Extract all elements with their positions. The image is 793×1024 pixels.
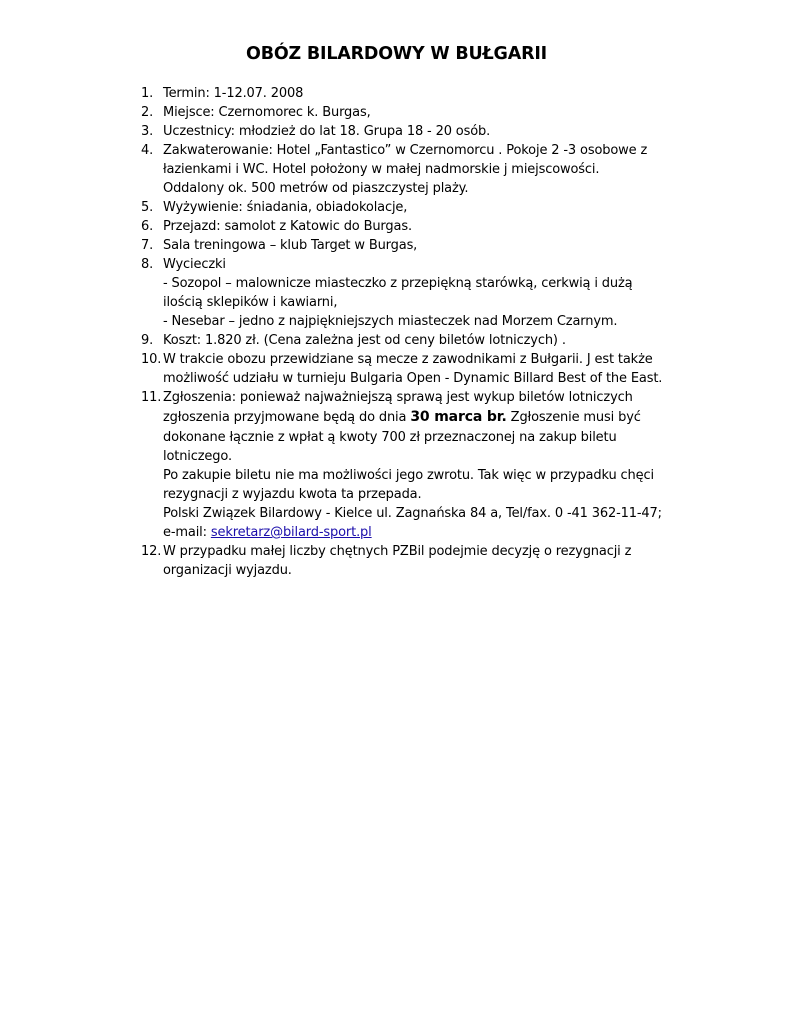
list-line: lotniczego. [163, 449, 232, 464]
list-number: 10. [141, 352, 162, 367]
list-item-12 [141, 542, 661, 580]
document-title: OBÓZ BILARDOWY W BUŁGARII [246, 44, 547, 64]
list-line: Oddalony ok. 500 metrów od piaszczystej plaży. [163, 181, 469, 196]
list-line: Wycieczki [163, 257, 226, 272]
list-line: Termin: 1-12.07. 2008 [163, 86, 304, 101]
list-line: Wyżywienie: śniadania, obiadokolacje, [163, 200, 408, 215]
email-label: e-mail: [163, 525, 211, 540]
list-line: Po zakupie biletu nie ma możliwości jego zwrotu. Tak więc w przypadku chęci [163, 468, 654, 483]
deadline-text-pre: zgłoszenia przyjmowane będą do dnia [163, 410, 411, 425]
list-item-6 [141, 217, 661, 236]
list-line: Sala treningowa – klub Target w Burgas, [163, 238, 418, 253]
list-line: organizacji wyjazdu. [163, 563, 292, 578]
list-item-3 [141, 122, 661, 141]
list-number: 1. [141, 86, 154, 101]
list-line: Koszt: 1.820 zł. (Cena zależna jest od ceny biletów lotniczych) . [163, 333, 566, 348]
email-line [163, 523, 661, 542]
list-number: 3. [141, 124, 154, 139]
list-number: 8. [141, 257, 154, 272]
list-line: możliwość udziału w turnieju Bulgaria Open - Dynamic Billard Best of the East. [163, 371, 663, 386]
list-item-4 [141, 141, 661, 198]
list-number: 7. [141, 238, 154, 253]
list-line: - Nesebar – jedno z najpiękniejszych miasteczek nad Morzem Czarnym. [163, 314, 618, 329]
list-item-7 [141, 236, 661, 255]
list-line: łazienkami i WC. Hotel położony w małej nadmorskie j miejscowości. [163, 162, 600, 177]
list-item-1 [141, 84, 661, 103]
list-number: 5. [141, 200, 154, 215]
list-line [163, 407, 661, 428]
list-line: Uczestnicy: młodzież do lat 18. Grupa 18 - 20 osób. [163, 124, 491, 139]
list-line: W trakcie obozu przewidziane są mecze z zawodnikami z Bułgarii. J est także [163, 352, 653, 367]
deadline-text-post: Zgłoszenie musi być [506, 410, 641, 425]
list-number: 4. [141, 143, 154, 158]
list-line: W przypadku małej liczby chętnych PZBil podejmie decyzję o rezygnacji z [163, 544, 632, 559]
deadline-date: 30 marca br. [410, 409, 507, 425]
list-line: Zgłoszenia: ponieważ najważniejszą sprawą jest wykup biletów lotniczych [163, 390, 633, 405]
list-item-11 [141, 388, 661, 542]
numbered-list [141, 84, 661, 580]
list-item-9 [141, 331, 661, 350]
list-line: ilością sklepików i kawiarni, [163, 295, 338, 310]
list-item-5 [141, 198, 661, 217]
email-link[interactable]: sekretarz@bilard-sport.pl [210, 525, 372, 540]
list-item-10 [141, 350, 661, 388]
list-item-2 [141, 103, 661, 122]
list-line: rezygnacji z wyjazdu kwota ta przepada. [163, 487, 422, 502]
list-number: 2. [141, 105, 154, 120]
list-number: 12. [141, 544, 162, 559]
list-item-8 [141, 255, 661, 331]
list-number: 11. [141, 390, 162, 405]
list-number: 9. [141, 333, 154, 348]
list-line: Polski Związek Bilardowy - Kielce ul. Zagnańska 84 a, Tel/fax. 0 -41 362-11-47; [163, 506, 662, 521]
list-line: Zakwaterowanie: Hotel „Fantastico” w Czernomorcu . Pokoje 2 -3 osobowe z [163, 143, 648, 158]
list-number: 6. [141, 219, 154, 234]
list-line: - Sozopol – malownicze miasteczko z przepiękną starówką, cerkwią i dużą [163, 276, 633, 291]
list-line: Miejsce: Czernomorec k. Burgas, [163, 105, 371, 120]
list-line: dokonane łącznie z wpłat ą kwoty 700 zł przeznaczonej na zakup biletu [163, 430, 617, 445]
list-line: Przejazd: samolot z Katowic do Burgas. [163, 219, 412, 234]
